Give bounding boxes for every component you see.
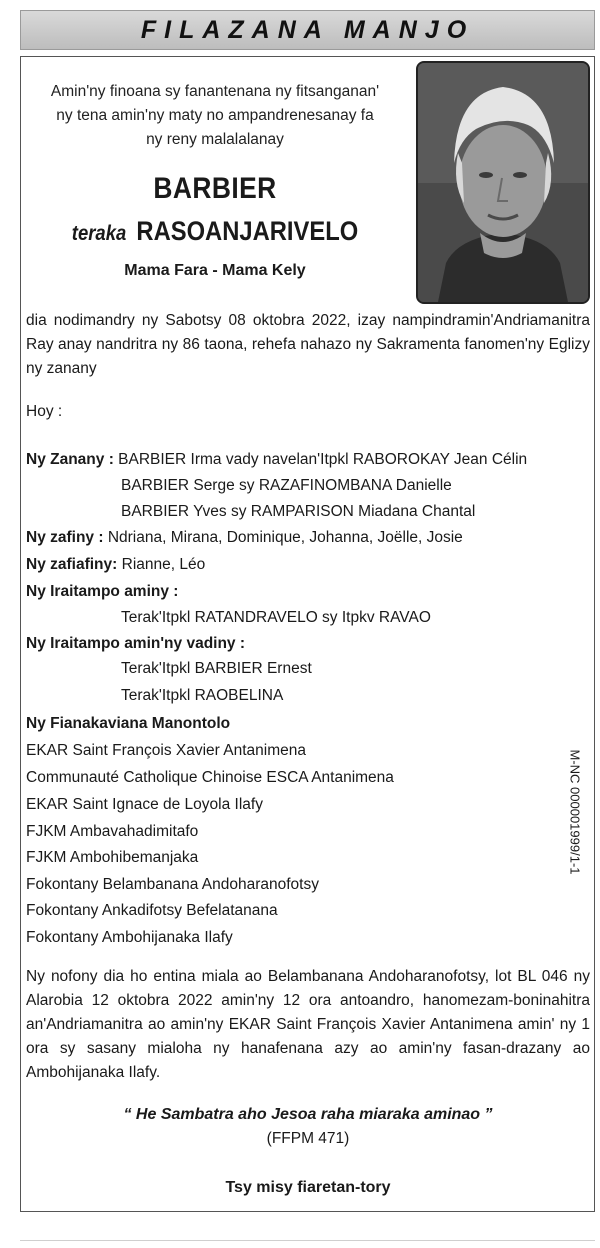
- organization-item: EKAR Saint François Xavier Antanimena: [26, 742, 306, 759]
- intro-line: ny tena amin'ny maty no ampandrenesanay fa: [56, 107, 374, 124]
- organization-item: Fokontany Ankadifotsy Befelatanana: [26, 902, 278, 919]
- organization-item: FJKM Ambavahadimitafo: [26, 823, 199, 840]
- zanany-label: Ny Zanany :: [26, 451, 114, 468]
- intro-line: ny reny malalalanay: [146, 131, 284, 148]
- deceased-surname: BARBIER: [153, 172, 277, 205]
- organization-item: Fokontany Ambohijanaka Ilafy: [26, 929, 233, 946]
- zafiafiny-label: Ny zafiafiny:: [26, 556, 118, 573]
- closing-text: Tsy misy fiaretan-tory: [225, 1179, 391, 1196]
- header-banner: [20, 10, 595, 50]
- portrait-photo: [416, 61, 590, 304]
- zanany-item: BARBIER Yves sy RAMPARISON Miadana Chantal: [121, 503, 476, 520]
- zafiafiny-list: Rianne, Léo: [121, 556, 206, 573]
- zanany-row: [26, 450, 527, 470]
- hymn-quote: “ He Sambatra aho Jesoa raha miaraka aminao ”: [123, 1106, 493, 1123]
- funeral-text: Ny nofony dia ho entina miala ao Belambanana Andoharanofotsy, lot BL 046 ny Alarobia 12 oktobra 2022 amin'ny 12 ora antoandro, hanomezam-boninahitra an'Andriamanitra ao amin'ny EKAR Saint François Xavier Antanimena amin' ny 1 ora sy sasany mialoha ny hanafenana azy ao amin'ny fasan-drazany ao Ambohijanaka Ilafy.: [26, 968, 590, 1081]
- reference-code: [560, 692, 590, 932]
- teraka-label: teraka: [71, 222, 127, 245]
- intro-line: Amin'ny finoana sy fanantenana ny fitsanganan': [50, 83, 380, 100]
- fianakaviana-label: Ny Fianakaviana Manontolo: [26, 715, 231, 732]
- iraitampo-item: Terak'Itpkl RATANDRAVELO sy Itpkv RAVAO: [121, 609, 431, 626]
- deceased-nicknames: Mama Fara - Mama Kely: [124, 262, 306, 279]
- bottom-divider: [20, 1240, 595, 1241]
- zafiny-row: [26, 528, 463, 548]
- zafiny-list: Ndriana, Mirana, Dominique, Johanna, Joëlle, Josie: [107, 529, 463, 546]
- iraitampo-vady-label: Ny Iraitampo amin'ny vadiny :: [26, 635, 246, 652]
- zanany-item: BARBIER Serge sy RAZAFINOMBANA Danielle: [121, 477, 452, 494]
- reference-code-text: M-NC 000001999/1-1: [567, 749, 583, 875]
- zafiafiny-row: [26, 555, 205, 575]
- iraitampo-vady-item: Terak'Itpkl RAOBELINA: [121, 687, 284, 704]
- zanany-item: BARBIER Irma vady navelan'Itpkl RABOROKAY Jean Célin: [118, 451, 528, 468]
- hymn-reference: (FFPM 471): [266, 1130, 350, 1147]
- organization-item: Communauté Catholique Chinoise ESCA Antanimena: [26, 769, 394, 786]
- deceased-maiden-name-line: [52, 216, 378, 247]
- zafiny-label: Ny zafiny :: [26, 529, 104, 546]
- hoy-label: Hoy :: [26, 403, 63, 420]
- organization-item: EKAR Saint Ignace de Loyola Ilafy: [26, 796, 263, 813]
- organization-item: Fokontany Belambanana Andoharanofotsy: [26, 876, 319, 893]
- deceased-maiden-name: RASOANJARIVELO: [136, 216, 359, 246]
- iraitampo-label: Ny Iraitampo aminy :: [26, 583, 179, 600]
- iraitampo-vady-item: Terak'Itpkl BARBIER Ernest: [121, 660, 312, 677]
- announcement-text: dia nodimandry ny Sabotsy 08 oktobra 2022, izay nampindramin'Andriamanitra Ray anay nandritra ny 86 taona, rehefa nahazo ny Sakramenta fanomen'ny Eglizy ny zanany: [26, 312, 590, 377]
- organization-item: FJKM Ambohibemanjaka: [26, 849, 199, 866]
- intro-text: [30, 80, 400, 152]
- page-title: FILAZANA MANJO: [140, 15, 475, 44]
